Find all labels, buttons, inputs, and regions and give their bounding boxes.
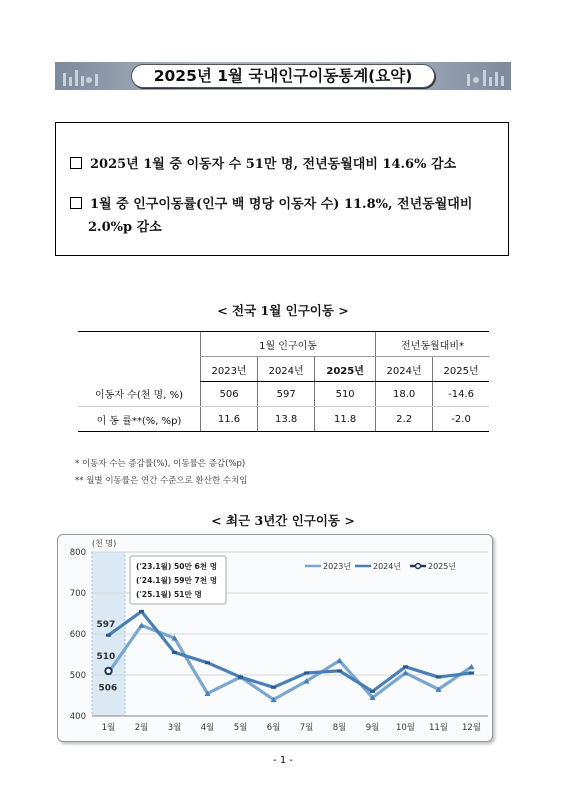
legend-label: 2023년 [323,562,352,571]
x-tick-label: 12월 [461,723,482,733]
annotation-text: ('23.1월) 50만 6천 명 [136,562,218,571]
x-tick-label: 1월 [101,723,116,733]
y-tick-label: 400 [69,712,86,722]
x-tick-label: 11월 [428,723,449,733]
table-cell: 506 [201,382,258,407]
data-label: 597 [96,620,116,631]
data-point [304,671,309,674]
x-tick-label: 8월 [332,723,347,733]
data-point [172,651,177,654]
data-point [205,661,210,664]
x-tick-label: 5월 [233,723,248,733]
group-header: 1월 인구이동 [201,332,376,357]
group-header: 전년동월대비* [376,332,489,357]
data-point [337,669,342,672]
data-point [271,686,276,689]
table-cell: 11.6 [201,407,258,432]
y-tick-label: 800 [69,548,86,558]
data-point [403,665,408,668]
chart-caption: < 최근 3년간 인구이동 > [211,513,355,528]
y-tick-label: 700 [69,589,86,599]
row-label: 이동자 수(천 명, %) [78,382,201,407]
summary-item-continued: 2.0%p 감소 [88,220,162,235]
y-tick-label: 600 [69,630,86,640]
data-label: 510 [96,651,116,662]
data-point [105,668,111,674]
table-cell: 13.8 [258,407,315,432]
summary-item: 1월 중 인구이동률(인구 백 명당 이동자 수) 11.8%, 전년동월대비 [70,193,472,212]
legend-label: 2025년 [428,562,457,571]
page-title: 2025년 1월 국내인구이동통계(요약) [131,64,435,88]
data-point [370,690,375,693]
annotation-text: ('24.1월) 59만 7천 명 [136,576,218,585]
row-label: 이 동 률**(%, %p) [78,407,201,432]
data-point [139,610,144,613]
x-tick-label: 4월 [200,723,215,733]
x-tick-label: 3월 [167,723,182,733]
footnote: * 이동자 수는 증감률(%), 이동률은 증감(%p) [75,459,246,469]
table-cell: -14.6 [433,382,489,407]
x-tick-label: 7월 [299,723,314,733]
y-axis-label: (천 명) [92,539,117,548]
table-cell: 11.8 [315,407,376,432]
x-tick-label: 10월 [395,723,416,733]
table-cell: 510 [315,382,376,407]
footnote: ** 월별 이동률은 연간 수준으로 환산한 수치임 [75,476,248,486]
data-point [238,676,243,679]
x-tick-label: 9월 [365,723,380,733]
legend-label: 2024년 [373,562,402,571]
data-label: 506 [98,683,118,694]
summary-item: 2025년 1월 중 이동자 수 51만 명, 전년동월대비 14.6% 감소 [70,153,456,172]
table-caption: < 전국 1월 인구이동 > [217,303,349,318]
year-header: 2024년 [258,357,315,382]
data-point [436,676,441,679]
table-cell: 18.0 [376,382,433,407]
year-header: 2023년 [201,357,258,382]
page-number: - 1 - [273,755,293,766]
data-point [469,671,474,674]
x-tick-label: 2월 [134,723,149,733]
annotation-text: ('25.1월) 51만 명 [136,590,202,599]
data-point [106,634,111,637]
table-cell: 597 [258,382,315,407]
year-header: 2025년 [315,357,376,382]
y-tick-label: 500 [69,671,86,681]
x-tick-label: 6월 [266,723,281,733]
table-cell: -2.0 [433,407,489,432]
year-header: 2024년 [376,357,433,382]
year-header: 2025년 [433,357,489,382]
legend-marker [416,564,421,569]
table-cell: 2.2 [376,407,433,432]
